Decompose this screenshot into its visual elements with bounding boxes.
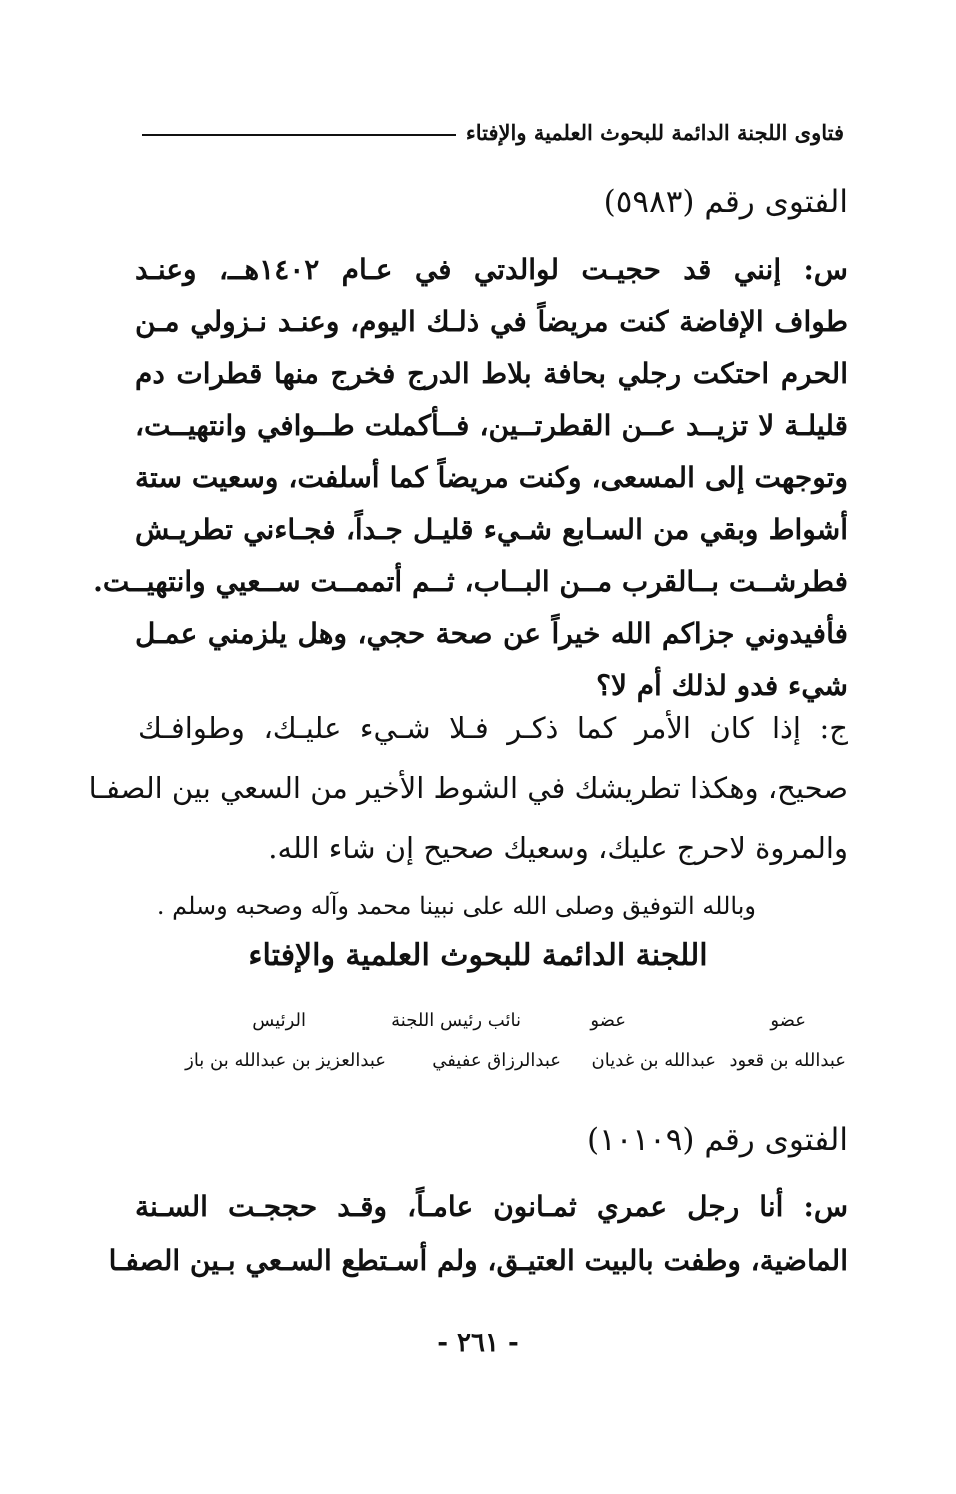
signature-role: عضو xyxy=(590,1010,626,1031)
page-number: - ٢٦١ - xyxy=(437,1328,519,1358)
question-line: س: أنا رجل عمري ثمـانون عامـاً، وقـد حججـت السـنة xyxy=(135,1190,848,1223)
signature-role: نائب رئيس اللجنة xyxy=(391,1010,521,1031)
header-rule xyxy=(142,134,456,136)
fatwa-heading: الفتوى رقم (٥٩٨٣) xyxy=(603,184,848,220)
question-line: س: إنني قد حجيـت لوالدتي في عـام ١٤٠٢هــ، وعنـد xyxy=(135,253,848,286)
signature-name: عبدالرزاق عفيفي xyxy=(432,1050,561,1071)
question-line: قليلـة لا تزيــد عــن القطرتــين، فــأكملت طــوافي وانتهيــت، xyxy=(135,409,848,442)
question-line: أشواط وبقي من السـابع شـيء قليـل جـداً، فجـاءني تطريـش xyxy=(135,513,848,546)
question-line: فطرشــت بــالقرب مــن البــاب، ثــم أتممــت ســعيي وانتهيــت. xyxy=(93,565,848,598)
running-header xyxy=(142,112,844,152)
question-line: فأفيدوني جزاكم الله خيراً عن صحة حجي، وهل يلزمني عمـل xyxy=(135,617,848,650)
signature-name: عبدالله بن قعود xyxy=(729,1050,846,1071)
question-line: وتوجهت إلى المسعى، وكنت مريضاً كما أسلفت، وسعيت ستة xyxy=(135,461,848,494)
question-line: الحرم احتكت رجلي بحافة بلاط الدرج فخرج منها قطرات دم xyxy=(135,357,848,390)
fatwa-heading: الفتوى رقم (١٠١٠٩) xyxy=(587,1122,848,1158)
answer-line: صحيح، وهكذا تطريشك في الشوط الأخير من السعي بين الصفـا xyxy=(88,771,848,805)
signature-role: عضو xyxy=(770,1010,806,1031)
fatwa-question xyxy=(93,244,848,712)
answer-line: ج: إذا كان الأمر كما ذكـر فـلا شـيء عليـك، وطوافـك xyxy=(138,711,848,745)
running-header-title: فتاوى اللجنة الدائمة للبحوث العلمية والإفتاء xyxy=(465,119,844,145)
committee-title: اللجنة الدائمة للبحوث العلمية والإفتاء xyxy=(248,938,708,973)
fatwa-question xyxy=(108,1180,848,1288)
signature-name: عبدالعزيز بن عبدالله بن باز xyxy=(185,1050,386,1071)
question-line: طواف الإفاضة كنت مريضاً في ذلـك اليوم، وعنـد نـزولي مـن xyxy=(135,305,848,338)
signature-name: عبدالله بن غديان xyxy=(591,1050,716,1071)
signature-role: الرئيس xyxy=(252,1010,306,1031)
question-line: الماضية، وطفت بالبيت العتيـق، ولم أسـتطع السـعي بـين الصفـا xyxy=(108,1244,848,1277)
question-line: شيء فدو لذلك أم لا؟ xyxy=(596,669,848,702)
closing-formula: وبالله التوفيق وصلى الله على نبينا محمد وآله وصحبه وسلم . xyxy=(156,892,756,920)
answer-line: والمروة لاحرج عليك، وسعيك صحيح إن شاء الله. xyxy=(268,831,848,865)
fatwa-answer xyxy=(88,698,848,878)
